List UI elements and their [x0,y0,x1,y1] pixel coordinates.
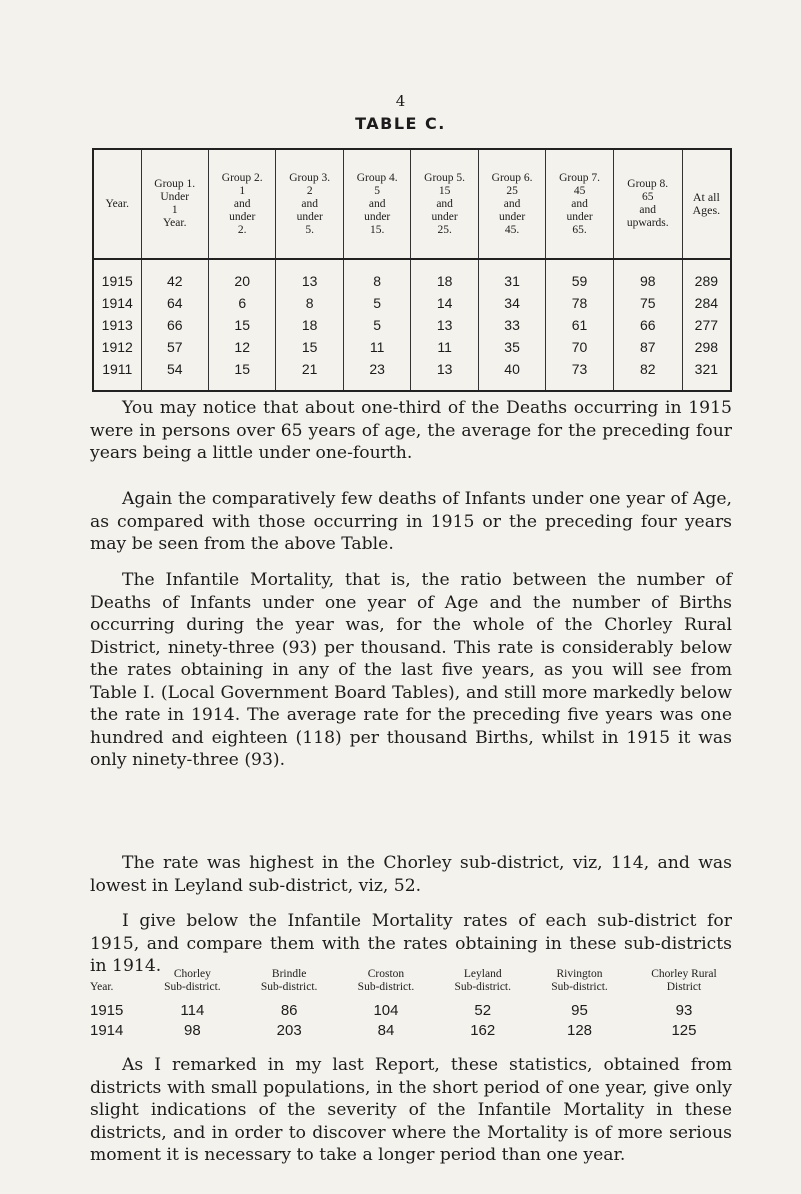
table-cell: 128 [567,1021,593,1039]
table-cell: 78 [546,292,613,314]
table-cell: 6 [208,292,275,314]
table-row [93,336,731,358]
table-row [93,259,731,292]
table-cell: 98 [184,1021,201,1039]
table-row [93,314,731,336]
table-cell: 66 [141,314,208,336]
table-cell: 33 [478,314,545,336]
table-cell: 35 [478,336,545,358]
cell-year: 1912 [101,339,133,355]
table-row [90,1020,740,1040]
sub-district-header-row [90,968,740,1000]
table-cell: 203 [276,1021,302,1039]
table-cell: 18 [276,314,343,336]
page-number: 4 [395,92,406,110]
table-cell: 15 [208,314,275,336]
table-cell: 57 [141,336,208,358]
table-cell: 5 [343,292,410,314]
table-cell: 21 [276,358,343,391]
table-cell: 104 [373,1001,399,1019]
paragraph-over-65: You may notice that about one-third of the Deaths occurring in 1915 were in persons over 65 years of age, the average for the preceding four years being a little under one-fourth. [90,398,732,463]
table-cell: 70 [546,336,613,358]
table-cell: 98 [613,259,682,292]
subtab-header-rivington: Rivington Sub-district. [551,968,608,993]
table-cell: 8 [343,259,410,292]
table-cell: 15 [208,358,275,391]
table-cell: 13 [411,314,478,336]
subtab-header-chorley-rural: Chorley Rural District [651,968,717,993]
table-cell: 59 [546,259,613,292]
subtab-header-leyland: Leyland Sub-district. [454,968,511,993]
table-cell: 114 [180,1001,205,1019]
header-year: Year. [93,149,141,259]
table-cell: 289 [682,259,731,292]
table-cell: 277 [682,314,731,336]
table-cell: 5 [343,314,410,336]
subtab-header-chorley: Chorley Sub-district. [164,968,221,993]
cell-year: 1915 [101,273,133,289]
table-cell: 284 [682,292,731,314]
table-cell: 42 [141,259,208,292]
table-cell: 23 [343,358,410,391]
table-cell: 95 [571,1001,588,1019]
table-cell: 84 [377,1021,395,1039]
table-cell: 31 [478,259,545,292]
table-title: TABLE C. [355,114,446,133]
header-group-7: Group 7. 45 and under 65. [546,149,613,259]
table-cell: 125 [671,1021,697,1039]
table-cell: 34 [478,292,545,314]
cell-year: 1915 [90,1001,124,1019]
table-row [93,292,731,314]
table-cell: 40 [478,358,545,391]
table-cell: 61 [546,314,613,336]
header-group-2: Group 2. 1 and under 2. [208,149,275,259]
table-cell: 13 [411,358,478,391]
cell-year: 1911 [102,361,133,377]
table-cell: 86 [280,1001,298,1019]
table-cell: 75 [613,292,682,314]
table-cell: 12 [208,336,275,358]
header-group-1: Group 1. Under 1 Year. [141,149,208,259]
table-cell: 87 [613,336,682,358]
table-cell: 73 [546,358,613,391]
table-cell: 52 [474,1001,492,1019]
sub-district-table [90,968,740,1040]
paragraph-infant-deaths: Again the comparatively few deaths of Infants under one year of Age, as compared with those occurring in 1915 or the preceding four years may be seen from the above Table. [90,489,732,554]
table-row [90,1000,740,1020]
header-at-all-ages: At all Ages. [682,149,731,259]
subtab-header-brindle: Brindle Sub-district. [260,968,318,993]
paragraph-infantile-mortality: The Infantile Mortality, that is, the ratio between the number of Deaths of Infants under one year of Age and the number of Births occurring during the year was, for the whole of the Chorley Rural District, ninety-three (93) per thousand. This rate is considerably below the rates obtaining in any of the last five years, as you will see from Table I. (Local Government Board Tables), and still more markedly below the rate in 1914. The average rate for the preceding five years was one hundred and eighteen (118) per thousand Births, whilst in 1915 it was only ninety-three (93). [90,570,732,770]
header-group-4: Group 4. 5 and under 15. [343,149,410,259]
table-cell: 162 [470,1021,496,1039]
subtab-header-croston: Croston Sub-district. [357,968,415,993]
table-cell: 8 [276,292,343,314]
subtab-header-year: Year. [90,981,114,993]
table-cell: 11 [343,336,410,358]
cell-year: 1913 [101,317,133,333]
table-cell: 20 [208,259,275,292]
header-group-5: Group 5. 15 and under 25. [411,149,478,259]
table-cell: 18 [411,259,478,292]
table-c [92,148,732,392]
table-cell: 13 [276,259,343,292]
table-cell: 82 [613,358,682,391]
table-cell: 66 [613,314,682,336]
header-group-8: Group 8. 65 and upwards. [613,149,682,259]
table-c-header-row [93,149,731,259]
table-cell: 298 [682,336,731,358]
table-cell: 54 [141,358,208,391]
table-cell: 64 [141,292,208,314]
cell-year: 1914 [90,1021,124,1039]
paragraph-highest-lowest: The rate was highest in the Chorley sub-district, viz, 114, and was lowest in Leyland sub-district, viz, 52. [90,853,732,896]
paragraph-sub-district-intro: I give below the Infantile Mortality rates of each sub-district for 1915, and compare them with the rates obtaining in these sub-districts in 1914. [90,911,732,976]
header-group-6: Group 6. 25 and under 45. [478,149,545,259]
table-cell: 15 [276,336,343,358]
table-cell: 93 [675,1001,693,1019]
header-group-3: Group 3. 2 and under 5. [276,149,343,259]
table-row [93,358,731,391]
cell-year: 1914 [101,295,133,311]
table-cell: 11 [411,336,478,358]
table-cell: 14 [411,292,478,314]
table-cell: 321 [682,358,731,391]
paragraph-closing-remarks: As I remarked in my last Report, these statistics, obtained from districts with small populations, in the short period of one year, give only slight indications of the severity of the Infantile Mortality in these districts, and in order to discover where the Mortality is of more serious moment it is necessary to take a longer period than one year. [90,1055,732,1165]
